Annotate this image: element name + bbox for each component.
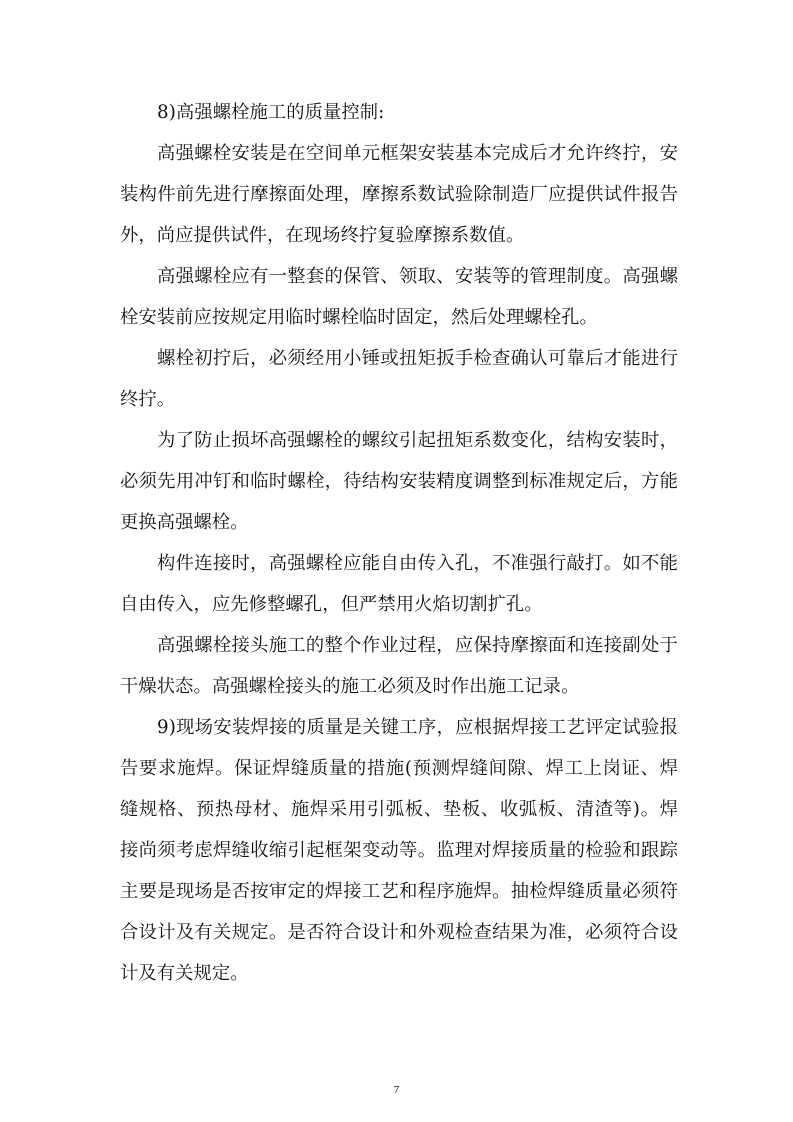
section-heading-8: 8)高强螺栓施工的质量控制: (157, 102, 385, 123)
paragraph-component-connection: 构件连接时，高强螺栓应能自由传入孔，不准强行敲打。如不能自由传入，应先修整螺孔，但严禁用火焰切割扩孔。 (120, 553, 678, 615)
paragraph-dry-condition: 高强螺栓接头施工的整个作业过程，应保持摩擦面和连接副处于干燥状态。高强螺栓接头的施工必须及时作出施工记录。 (120, 635, 678, 697)
body-text (120, 92, 678, 994)
paragraph-initial-tightening: 螺栓初拧后，必须经用小锤或扭矩扳手检查确认可靠后才能进行终拧。 (120, 348, 678, 410)
paragraph-management-system: 高强螺栓应有一整套的保管、领取、安装等的管理制度。高强螺栓安装前应按规定用临时螺栓临时固定，然后处理螺栓孔。 (120, 266, 678, 328)
page-number: 7 (393, 1084, 400, 1096)
paragraph-welding-quality: 9)现场安装焊接的质量是关键工序，应根据焊接工艺评定试验报告要求施焊。保证焊缝质量的措施(预测焊缝间隙、焊工上岗证、焊缝规格、预热母材、施焊采用引弧板、垫板、收弧板、清渣等)。焊接尚须考虑焊缝收缩引起框架变动等。监理对焊接质量的检验和跟踪主要是现场是否按审定的焊接工艺和程序施焊。抽检焊缝质量必须符合设计及有关规定。是否符合设计和外观检查结果为准，必须符合设计及有关规定。 (120, 717, 678, 984)
paragraph-friction-surface: 高强螺栓安装是在空间单元框架安装基本完成后才允许终拧，安装构件前先进行摩擦面处理，摩擦系数试验除制造厂应提供试件报告外，尚应提供试件，在现场终拧复验摩擦系数值。 (120, 143, 678, 246)
paragraph-thread-protection: 为了防止损坏高强螺栓的螺纹引起扭矩系数变化，结构安装时，必须先用冲钉和临时螺栓，待结构安装精度调整到标准规定后，方能更换高强螺栓。 (120, 430, 678, 533)
